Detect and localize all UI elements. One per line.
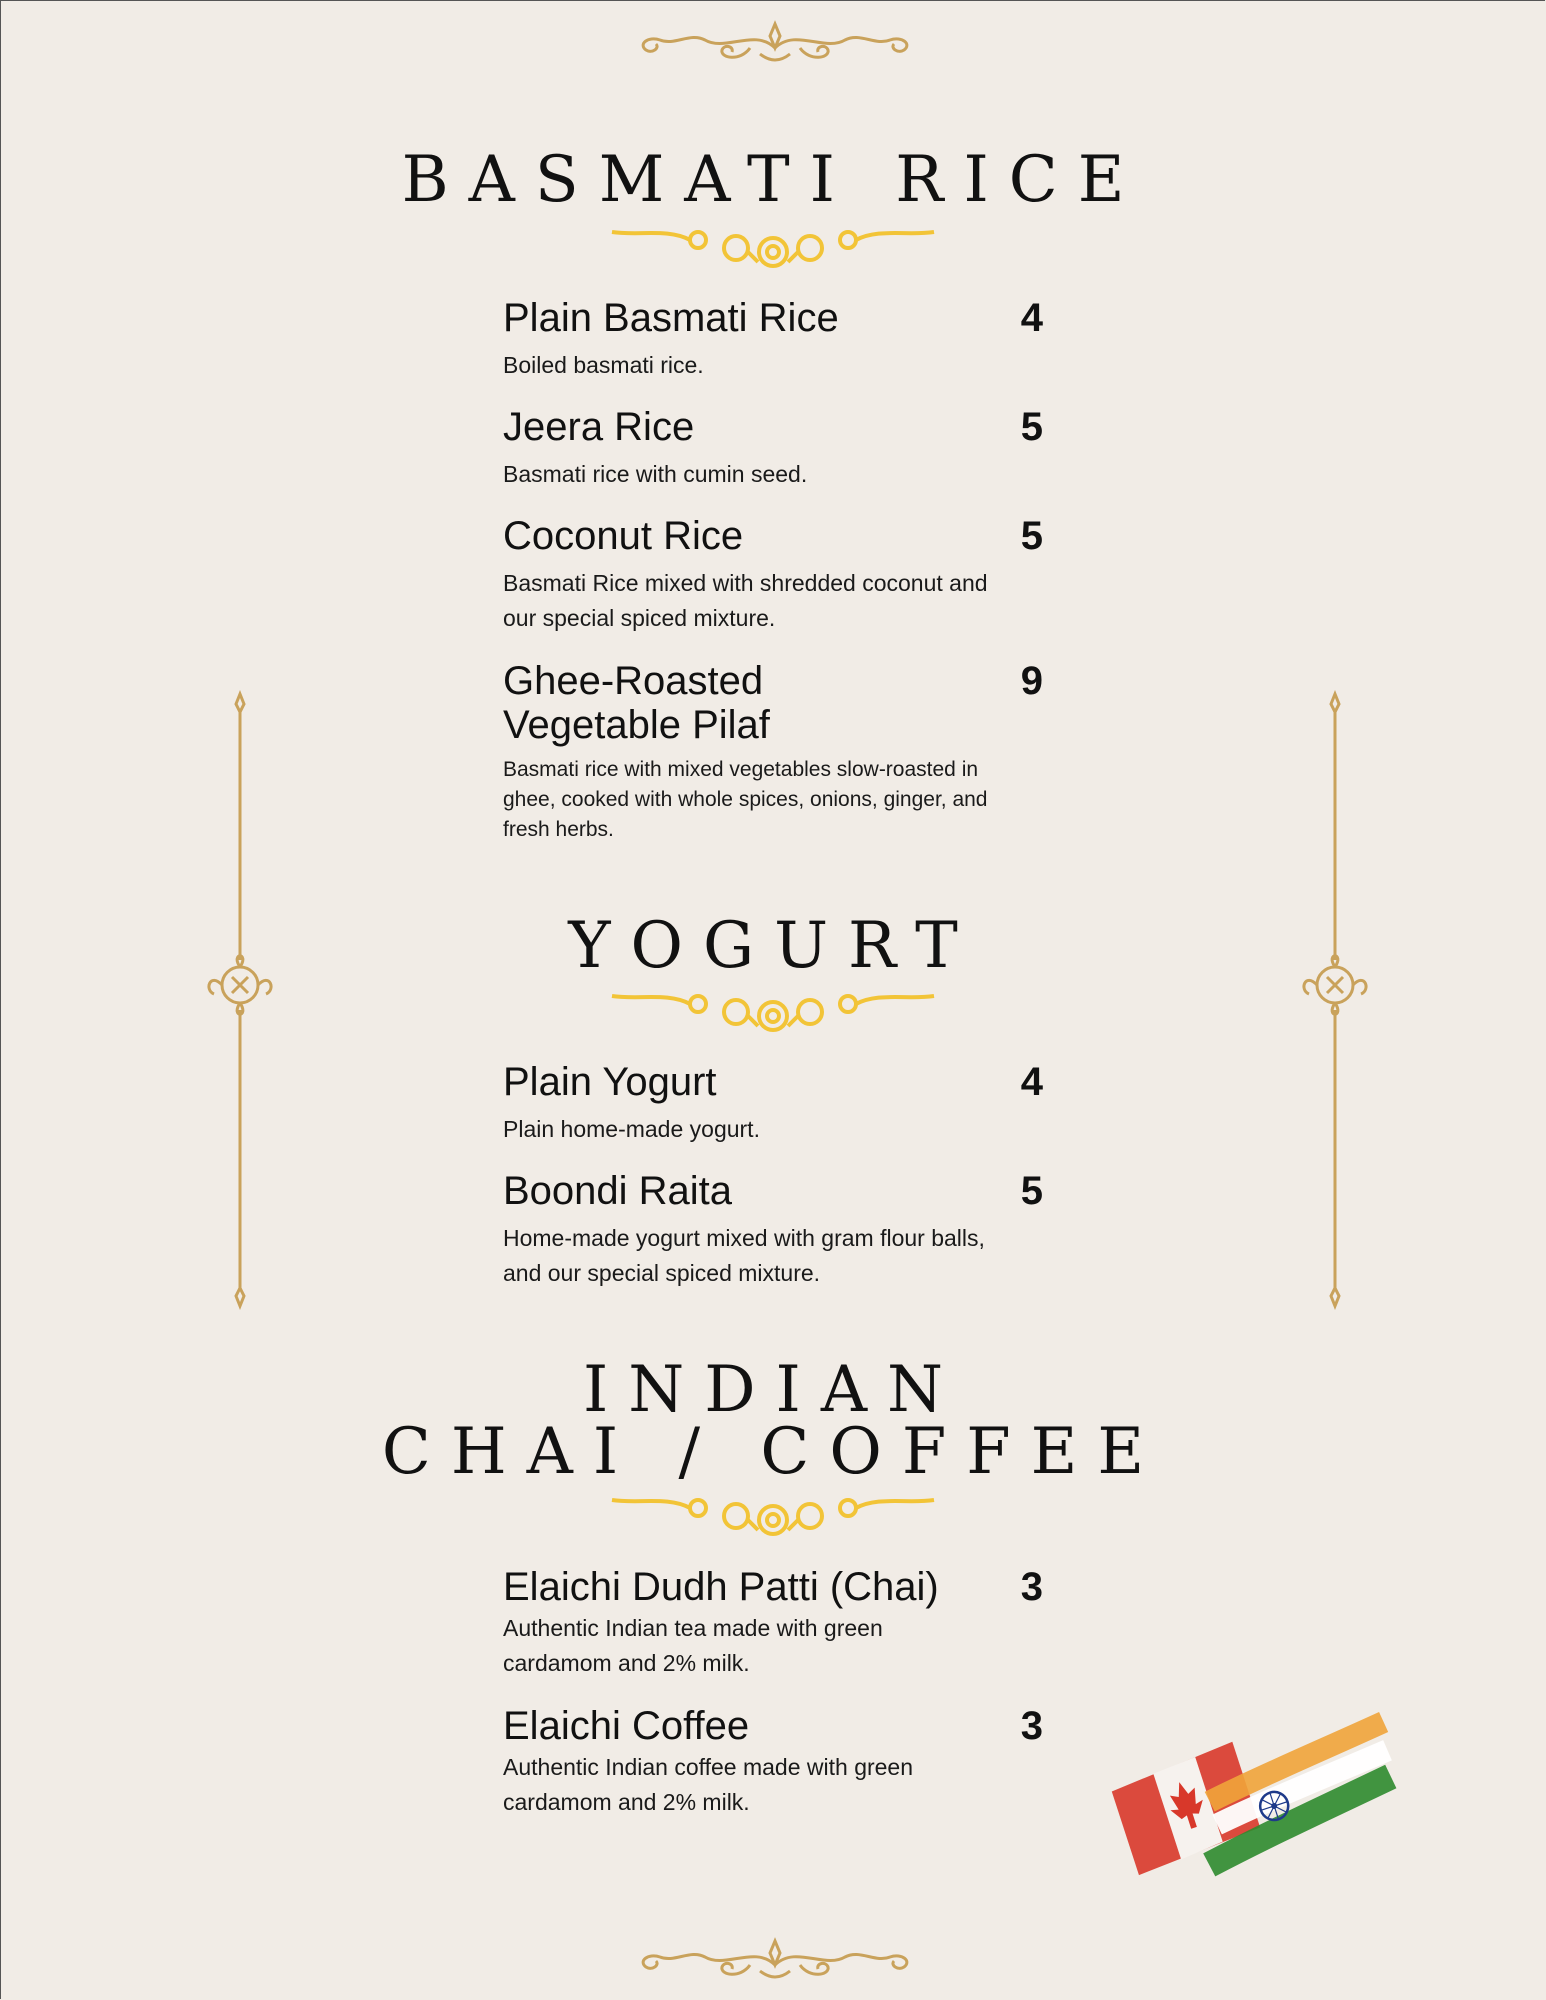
item-price: 3 (1020, 1565, 1043, 1609)
item-price: 9 (1020, 659, 1043, 703)
item-name: Elaichi Coffee (503, 1704, 750, 1748)
top-flourish-icon (630, 18, 920, 66)
menu-item (503, 1060, 1043, 1147)
item-description: Plain home-made yogurt. (503, 1116, 760, 1142)
menu-item (503, 659, 1043, 845)
item-price: 5 (1020, 514, 1043, 558)
side-ornament-icon (200, 690, 280, 1310)
section-title-chai-coffee: CHAI / COFFEE (381, 1415, 1165, 1489)
section-title-basmati-rice: BASMATI RICE (401, 143, 1145, 217)
item-description: Home-made yogurt mixed with gram flour balls, and our special spiced mixture. (503, 1225, 985, 1286)
item-description: Authentic Indian coffee made with green cardamom and 2% milk. (503, 1754, 914, 1815)
item-price: 5 (1020, 405, 1043, 449)
item-name: Coconut Rice (503, 514, 744, 558)
item-name: Jeera Rice (503, 405, 695, 449)
item-name: Plain Yogurt (503, 1060, 717, 1104)
item-description: Boiled basmati rice. (503, 352, 704, 378)
canada-india-flags-icon (1105, 1705, 1425, 1915)
item-description: Basmati Rice mixed with shredded coconut and our special spiced mixture. (503, 570, 988, 631)
item-description: Basmati rice with mixed vegetables slow-roasted in ghee, cooked with whole spices, onions, ginger, and fresh herbs. (503, 758, 988, 841)
menu-item (503, 296, 1043, 383)
item-price: 4 (1020, 296, 1043, 340)
side-ornament-icon (1295, 690, 1375, 1310)
item-name: Elaichi Dudh Patti (Chai) (503, 1565, 939, 1609)
section-title-yogurt: YOGURT (568, 909, 978, 983)
item-price: 3 (1020, 1704, 1043, 1748)
divider-flourish-icon (608, 982, 938, 1038)
item-description: Authentic Indian tea made with green cardamom and 2% milk. (503, 1615, 883, 1676)
menu-item (503, 514, 1043, 636)
menu-item (503, 405, 1043, 492)
bottom-flourish-icon (630, 1935, 920, 1983)
menu-item (503, 1169, 1043, 1291)
menu-item (503, 1565, 1043, 1681)
section-title-indian: INDIAN (582, 1353, 964, 1427)
item-name: Plain Basmati Rice (503, 296, 839, 340)
item-description: Basmati rice with cumin seed. (503, 461, 808, 487)
divider-flourish-icon (608, 1486, 938, 1542)
item-name: Ghee-Roasted Vegetable Pilaf (503, 659, 770, 747)
divider-flourish-icon (608, 218, 938, 274)
menu-item (503, 1704, 1043, 1820)
item-price: 4 (1020, 1060, 1043, 1104)
item-price: 5 (1020, 1169, 1043, 1213)
item-name: Boondi Raita (503, 1169, 733, 1213)
